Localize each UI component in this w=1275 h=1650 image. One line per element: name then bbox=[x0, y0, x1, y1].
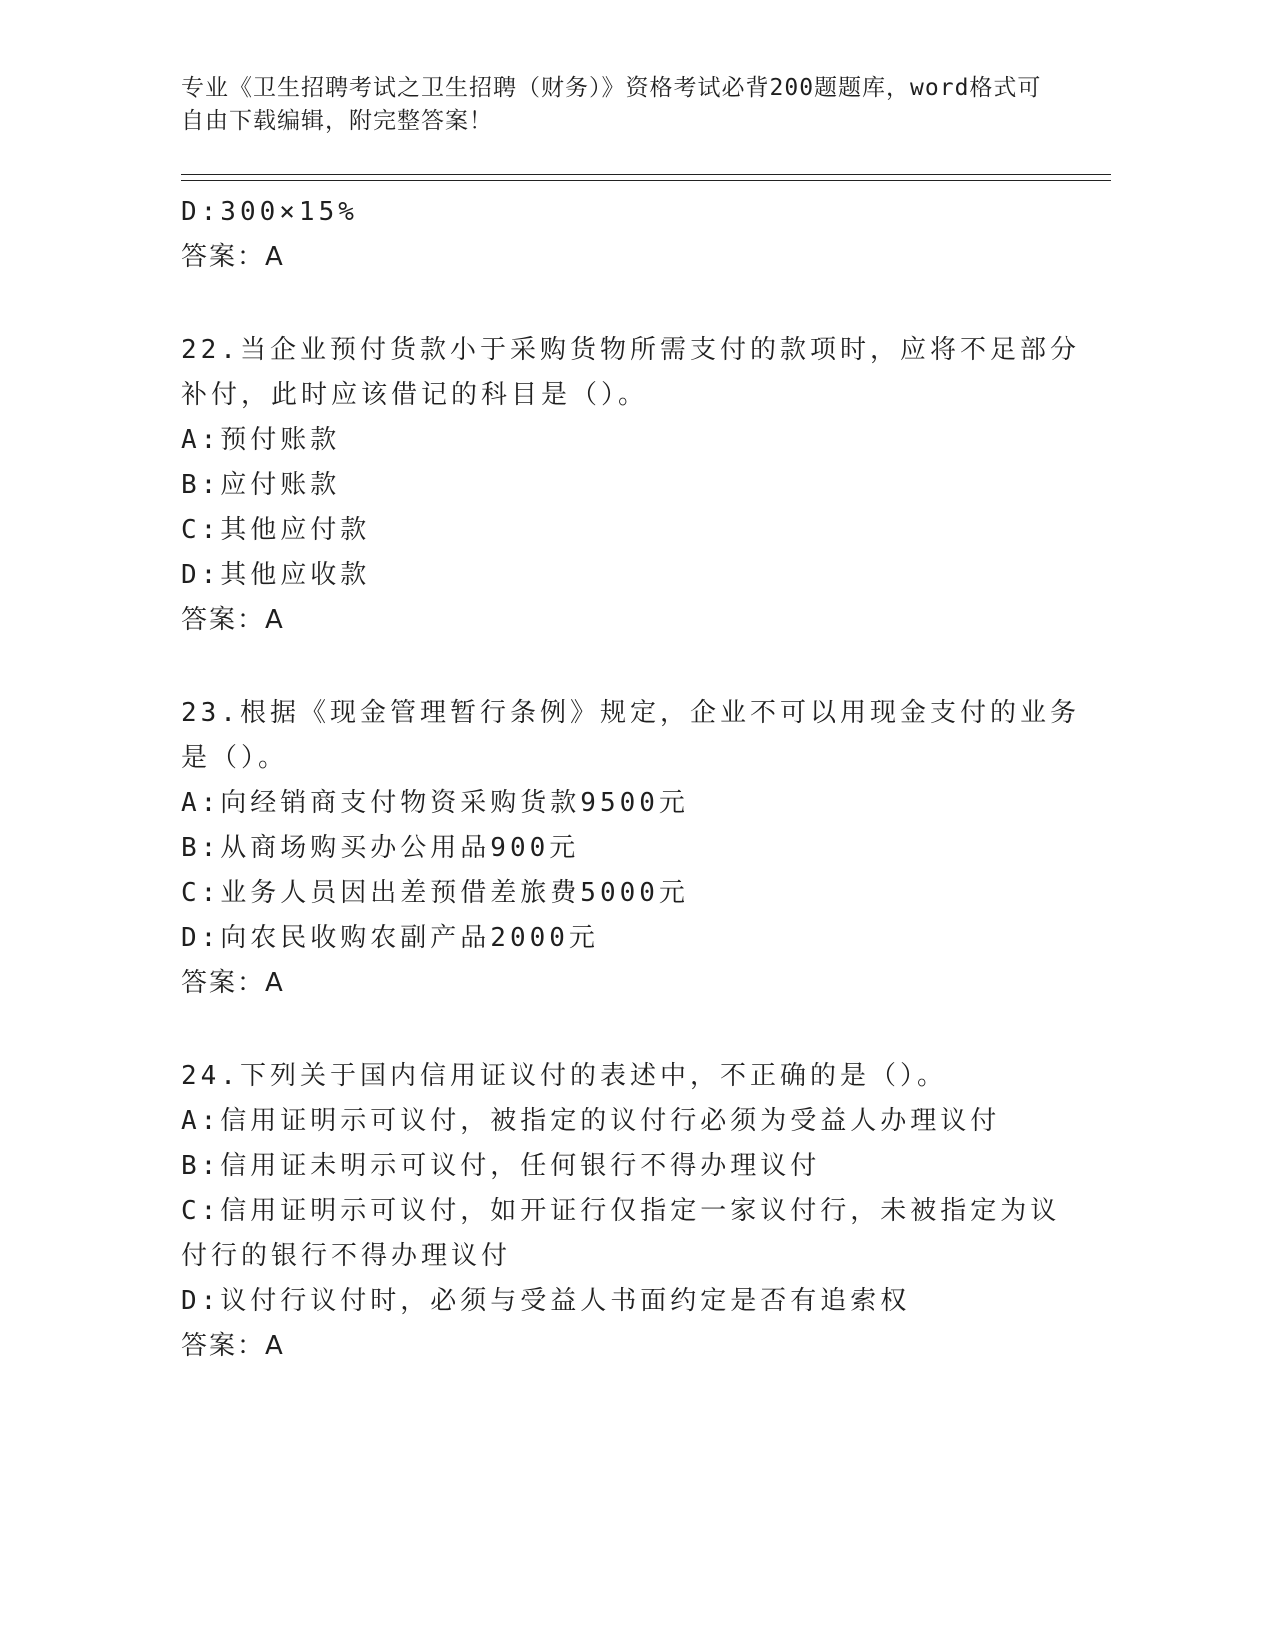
previous-question-tail bbox=[181, 190, 1081, 280]
question-list bbox=[181, 190, 1081, 1369]
header-divider-top bbox=[181, 174, 1111, 175]
question-24 bbox=[181, 1054, 1081, 1369]
option-c: C:业务人员因出差预借差旅费5000元 bbox=[181, 878, 689, 908]
option-b: B:信用证未明示可议付，任何银行不得办理议付 bbox=[181, 1151, 821, 1181]
option-b: B:从商场购买办公用品900元 bbox=[181, 833, 580, 863]
question-23 bbox=[181, 691, 1081, 1006]
header-divider-bottom bbox=[181, 180, 1111, 181]
option-a: A:信用证明示可议付，被指定的议付行必须为受益人办理议付 bbox=[181, 1106, 1001, 1136]
page-header bbox=[181, 72, 1061, 138]
question-22 bbox=[181, 328, 1081, 643]
option-d: D:向农民收购农副产品2000元 bbox=[181, 923, 599, 953]
header-title: 专业《卫生招聘考试之卫生招聘（财务）》资格考试必背200题题库，word格式可自由下载编辑，附完整答案！ bbox=[181, 75, 1042, 134]
option-d: D:议付行议付时，必须与受益人书面约定是否有追索权 bbox=[181, 1286, 911, 1316]
option-b: B:应付账款 bbox=[181, 470, 341, 500]
question-stem: 23.根据《现金管理暂行条例》规定，企业不可以用现金支付的业务是（）。 bbox=[181, 698, 1080, 773]
answer-line: 答案：A bbox=[181, 968, 285, 998]
option-c: C:信用证明示可议付，如开证行仅指定一家议付行，未被指定为议付行的银行不得办理议付 bbox=[181, 1196, 1061, 1271]
option-c: C:其他应付款 bbox=[181, 515, 371, 545]
answer-line: 答案：A bbox=[181, 242, 285, 272]
option-a: A:预付账款 bbox=[181, 425, 341, 455]
answer-line: 答案：A bbox=[181, 1331, 285, 1361]
question-stem: 22.当企业预付货款小于采购货物所需支付的款项时，应将不足部分补付，此时应该借记的科目是（）。 bbox=[181, 335, 1080, 410]
option-a: A:向经销商支付物资采购货款9500元 bbox=[181, 788, 689, 818]
question-stem: 24.下列关于国内信用证议付的表述中，不正确的是（）。 bbox=[181, 1061, 947, 1091]
answer-line: 答案：A bbox=[181, 605, 285, 635]
option-d: D:其他应收款 bbox=[181, 560, 371, 590]
option-d: D:300×15% bbox=[181, 197, 358, 227]
